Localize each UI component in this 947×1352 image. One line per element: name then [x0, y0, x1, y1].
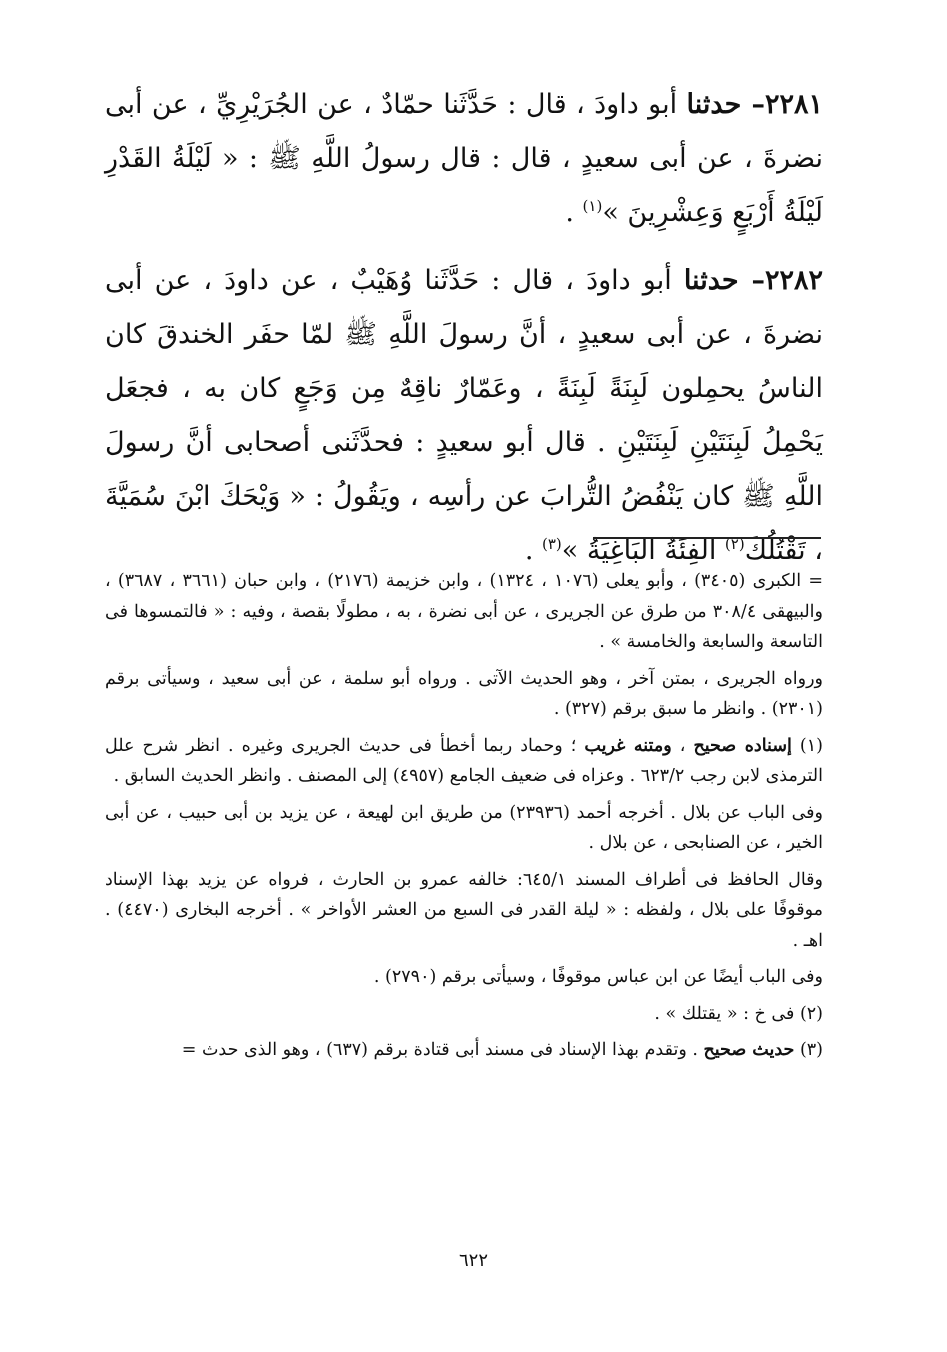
- footnote-continuation: = الكبرى (٣٤٠٥) ، وأبو يعلى (١٠٧٦ ، ١٣٢٤) ، وابن خزيمة (٢١٧٦) ، وابن حبان (٣٦٦١ ، ٣٦٨٧) ، والبيهقى ٣٠٨/٤ من طرق عن الجريرى ، عن أبى نضرة ، به ، مطولًا بقصة ، وفيه : « فالتمسوها فى التاسعة والسابعة والخامسة » .: [105, 571, 823, 652]
- footnote-1-paragraph: وفى الباب عن بلال . أخرجه أحمد (٢٣٩٣٦) من طريق ابن لهيعة ، عن يزيد بن أبى حبيب ، عن أبى الخير ، عن الصنابحى ، عن بلال .: [105, 802, 823, 853]
- hadith-number: ٢٢٨٢: [765, 265, 824, 296]
- footnote-2: [105, 999, 823, 1030]
- footnote-ref: (٢): [724, 535, 745, 553]
- hadith-lead: – حدثنا: [683, 265, 765, 296]
- footnote-ref: (١): [582, 197, 603, 215]
- separator: ،: [671, 735, 694, 756]
- footnote-text: . وتقدم بهذا الإسناد فى مسند أبى قتادة برقم (٦٣٧) ، وهو الذى حدث =: [181, 1040, 704, 1060]
- main-text: [105, 78, 823, 592]
- footnote-continuation: ورواه الجريرى ، بمتن آخر ، وهو الحديث الآتى . ورواه أبو سلمة ، عن أبى سعيد ، وسيأتى برقم (٢٣٠١) . وانظر ما سبق برقم (٣٢٧) .: [105, 668, 823, 719]
- footnote-text: فى خ : « يقتلك » .: [654, 1003, 800, 1024]
- grading: إسناده صحيح: [693, 735, 792, 756]
- hadith-text: أبو داودَ ، قال : حَدَّثَنا حمّادٌ ، عن الجُرَيْرِيِّ ، عن أبى نضرةَ ، عن أبى سعيدٍ ، قال : قال رسولُ اللَّهِ ﷺ : « لَيْلَةُ القَدْرِ لَيْلَةُ أَرْبَعٍ وَعِشْرِينَ »: [105, 89, 823, 228]
- footnote-3: [105, 1035, 823, 1066]
- footnotes: [105, 566, 823, 1072]
- footnote-1: [105, 731, 823, 792]
- footnote-text: ؛ وحماد ربما أخطأ فى حديث الجريرى وغيره . انظر شرح علل الترمذى لابن رجب ٦٢٣/٢ . وعزاه فى ضعيف الجامع (٤٩٥٧) إلى المصنف . وانظر الحديث السابق .: [105, 735, 823, 786]
- footnote-number: (٢): [799, 1003, 823, 1024]
- footnote-1-paragraph: وفى الباب أيضًا عن ابن عباس موقوفًا ، وسيأتى برقم (٢٧٩٠) .: [373, 967, 823, 987]
- footnote-number: (٣): [799, 1040, 823, 1060]
- grading: ومتنه غريب: [584, 735, 672, 756]
- footnote-1-paragraph: وقال الحافظ فى أطراف المسند ٦٤٥/١: خالفه عمرو بن الحارث ، فرواه عن يزيد بهذا الإسناد موقوفًا على بلال ، ولفظه : « ليلة القدر فى السبع من العشر الأواخر » . أخرجه البخارى (٤٤٧٠) . اهـ .: [105, 869, 823, 951]
- hadith-end: .: [565, 197, 583, 228]
- footnote-number: (١): [799, 735, 823, 756]
- footnote-divider: [593, 537, 821, 539]
- hadith-text-continued: الفِئَةُ البَاغِيَةُ »: [561, 535, 725, 566]
- grading: حديث صحيح: [703, 1040, 795, 1060]
- hadith-lead: – حدثنا: [686, 89, 765, 120]
- page-number: ٦٢٢: [458, 1250, 488, 1271]
- hadith-text: أبو داودَ ، قال : حَدَّثَنا وُهَيْبٌ ، عن داودَ ، عن أبى نضرةَ ، عن أبى سعيدٍ ، أنَّ رسولَ اللَّهِ ﷺ لمّا حفَر الخندقَ كان الناسُ يحمِلون لَبِنَةً لَبِنَةً ، وعَمّارٌ ناقِهٌ مِن وَجَعٍ كان به ، فجعَل يَحْمِلُ لَبِنَتَيْنِ لَبِنَتَيْنِ . قال أبو سعيدٍ : فحدَّثَنى أصحابى أنَّ رسولَ اللَّهِ ﷺ كان يَنْفُضُ التُّرابَ عن رأسِه ، ويَقُولُ : « وَيْحَكَ ابْنَ سُمَيَّةَ ، تَقْتُلُكَ: [105, 265, 823, 566]
- hadith-end: .: [524, 535, 542, 566]
- hadith-number: ٢٢٨١: [765, 89, 824, 120]
- hadith-2282: [105, 254, 823, 578]
- hadith-2281: [105, 78, 823, 240]
- footnote-ref: (٣): [542, 535, 562, 553]
